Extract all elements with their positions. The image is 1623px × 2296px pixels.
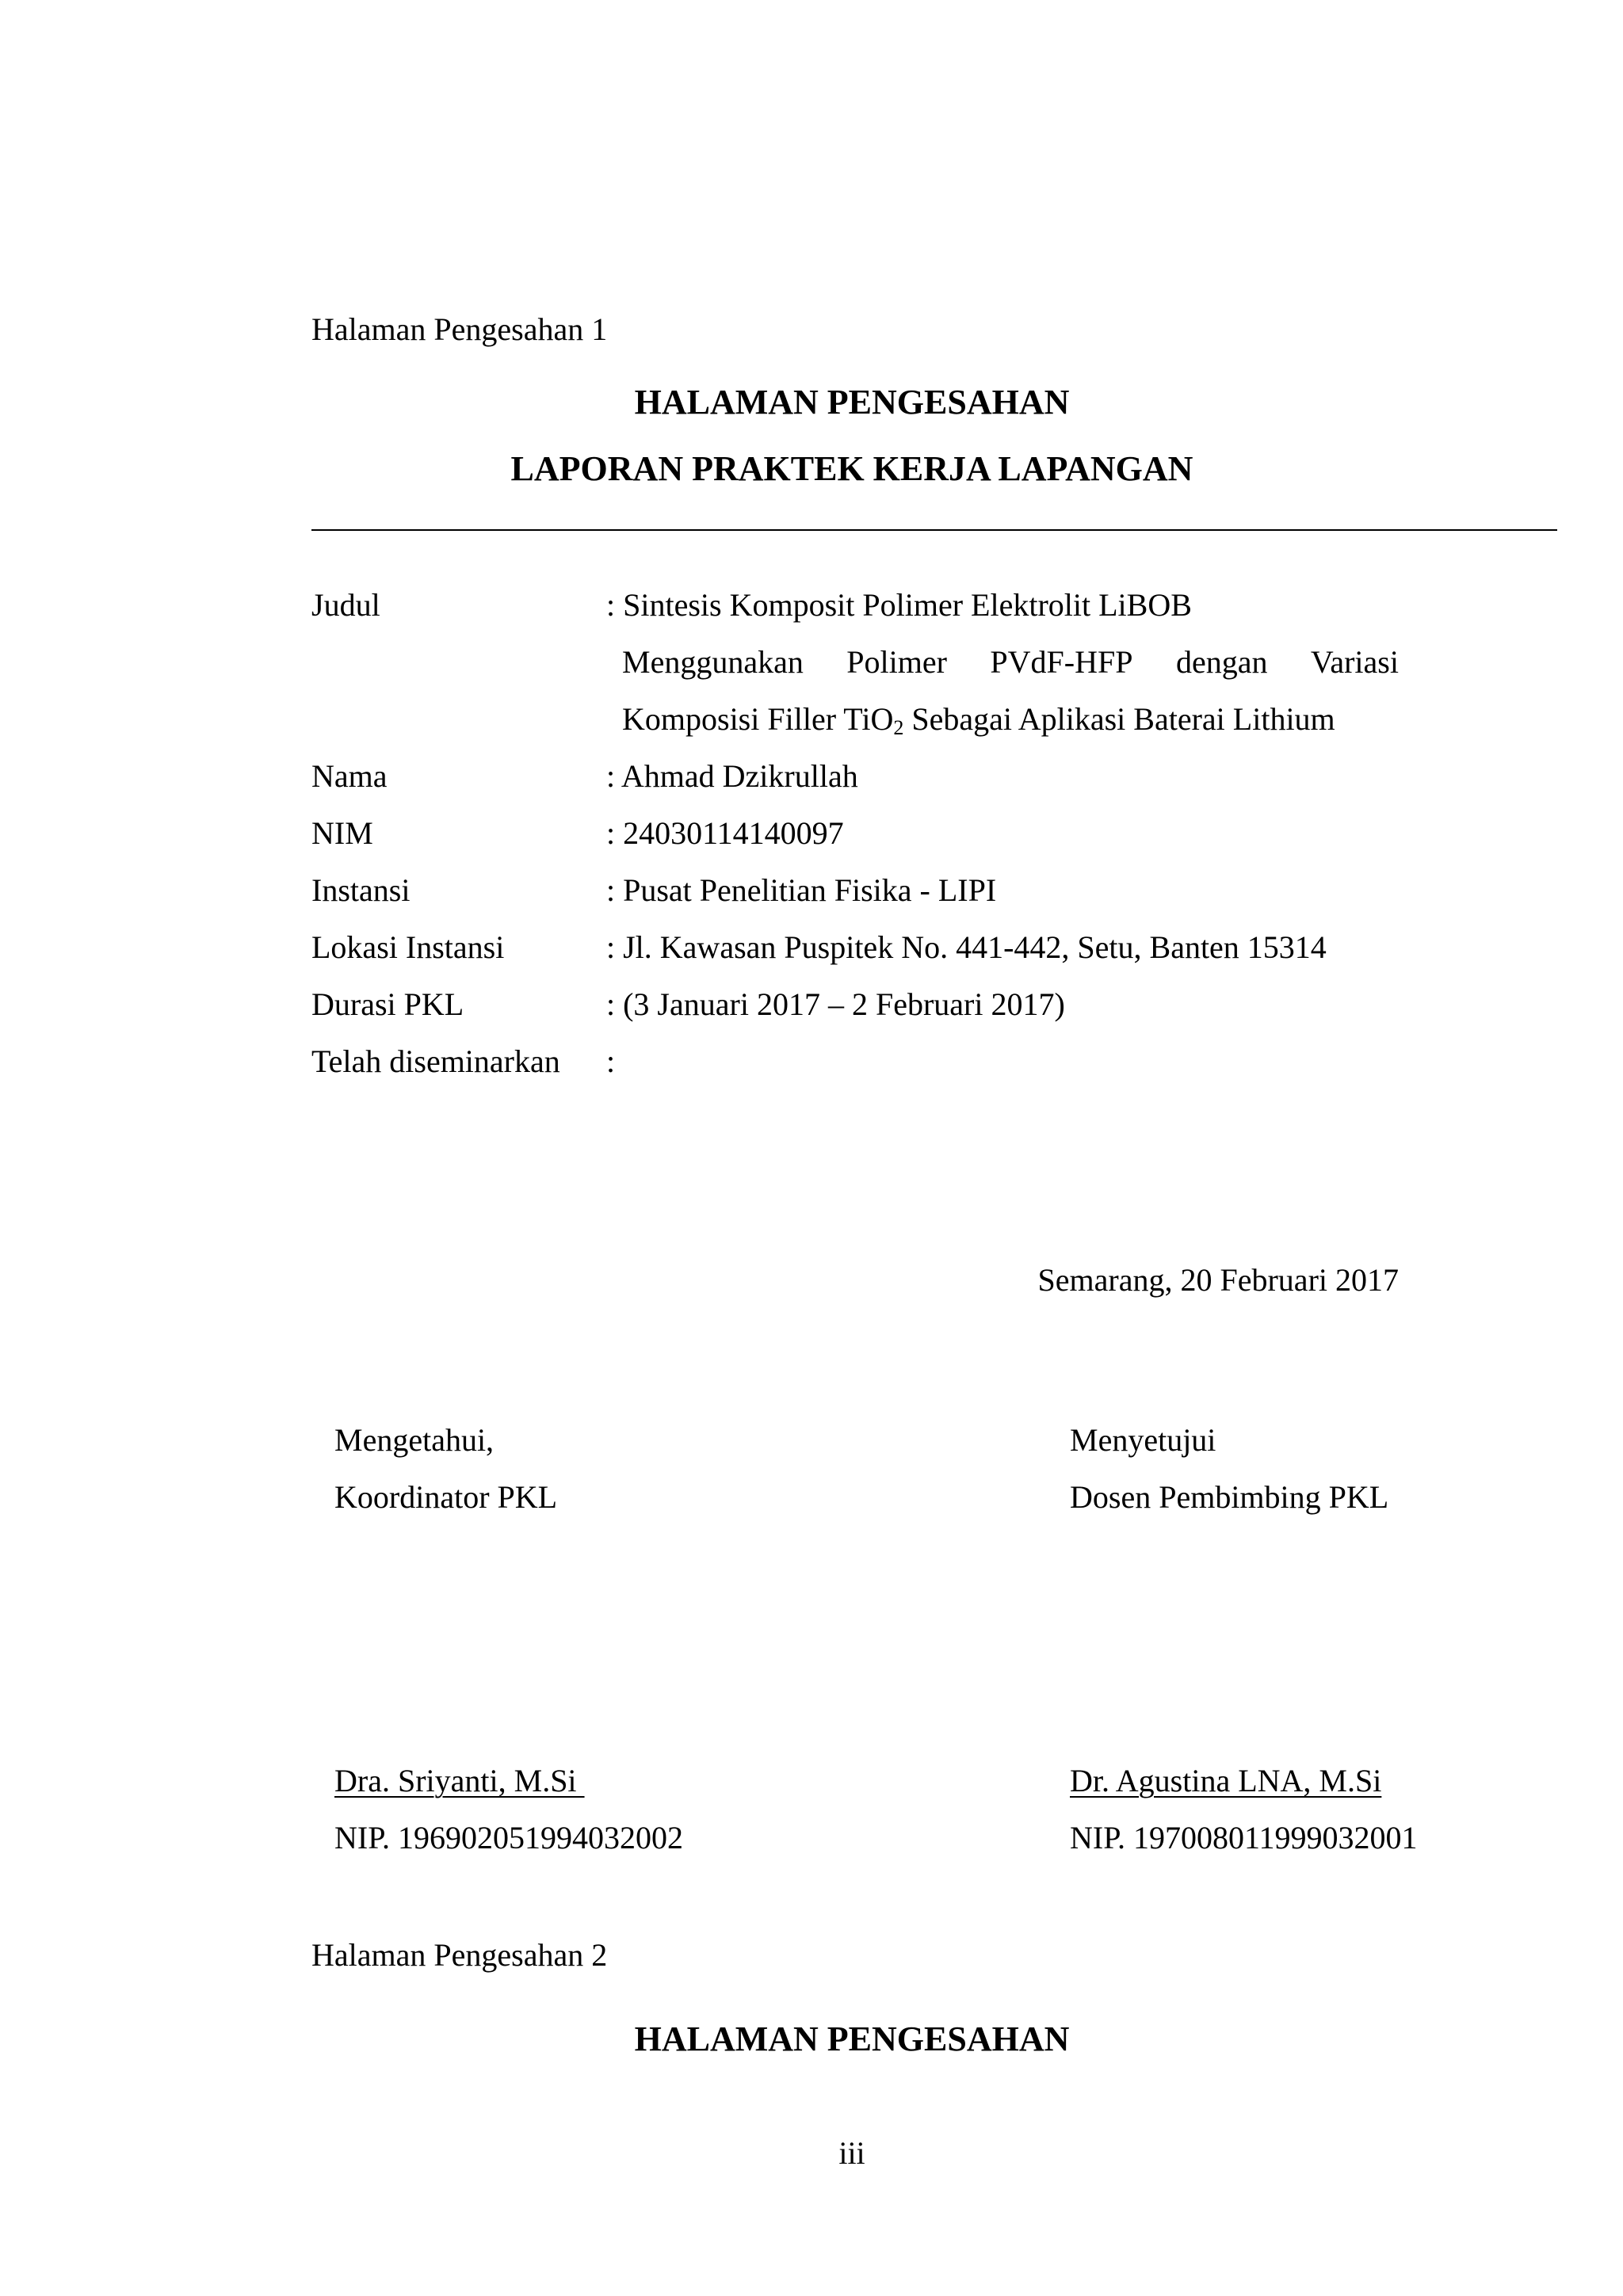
right-signatory-name: Dr. Agustina LNA, M.Si	[1070, 1763, 1382, 1798]
page-number: iii	[838, 2135, 865, 2171]
nim-label: NIM	[311, 815, 373, 851]
horizontal-divider	[311, 529, 1557, 531]
seminar-label: Telah diseminarkan	[311, 1043, 560, 1079]
nama-label: Nama	[311, 758, 388, 794]
judul-value-line2	[622, 643, 1399, 681]
place-date: Semarang, 20 Februari 2017	[1037, 1262, 1399, 1298]
right-signatory-line1: Menyetujui	[1070, 1422, 1216, 1458]
page-title: HALAMAN PENGESAHAN	[634, 383, 1070, 421]
lokasi-value: : Jl. Kawasan Puspitek No. 441-442, Setu, Banten 15314	[606, 929, 1327, 965]
left-signatory-nip: NIP. 196902051994032002	[334, 1820, 684, 1855]
durasi-value: : (3 Januari 2017 – 2 Februari 2017)	[606, 986, 1065, 1022]
judul-word: Variasi	[1310, 644, 1399, 680]
left-signatory-name: Dra. Sriyanti, M.Si	[334, 1763, 585, 1798]
seminar-value: :	[606, 1043, 616, 1079]
left-signatory-line1: Mengetahui,	[334, 1422, 495, 1458]
subscript-two: 2	[893, 716, 904, 739]
nama-value: : Ahmad Dzikrullah	[606, 758, 858, 794]
right-signatory-line2: Dosen Pembimbing PKL	[1070, 1479, 1389, 1515]
judul-word: dengan	[1175, 644, 1268, 680]
judul-word: Polimer	[846, 644, 947, 680]
instansi-label: Instansi	[311, 872, 411, 908]
page-subtitle: LAPORAN PRAKTEK KERJA LAPANGAN	[510, 449, 1193, 488]
section-label: Halaman Pengesahan 2	[311, 1937, 608, 1973]
judul-label: Judul	[311, 587, 380, 623]
left-signatory-line2: Koordinator PKL	[334, 1479, 558, 1515]
nim-value: : 24030114140097	[606, 815, 844, 851]
instansi-value: : Pusat Penelitian Fisika - LIPI	[606, 872, 997, 908]
judul-line3-text: Komposisi Filler TiO	[622, 701, 894, 737]
section-label: Halaman Pengesahan 1	[311, 311, 608, 347]
durasi-label: Durasi PKL	[311, 986, 464, 1022]
judul-line3-tail: Sebagai Aplikasi Baterai Lithium	[903, 701, 1335, 737]
judul-word: PVdF-HFP	[990, 644, 1133, 680]
judul-value-line3	[622, 700, 1335, 738]
lokasi-label: Lokasi Instansi	[311, 929, 505, 965]
judul-word: Menggunakan	[622, 644, 804, 680]
judul-value-line1: : Sintesis Komposit Polimer Elektrolit LiBOB	[606, 587, 1192, 623]
right-signatory-nip: NIP. 197008011999032001	[1070, 1820, 1418, 1855]
section-title: HALAMAN PENGESAHAN	[634, 2019, 1070, 2058]
